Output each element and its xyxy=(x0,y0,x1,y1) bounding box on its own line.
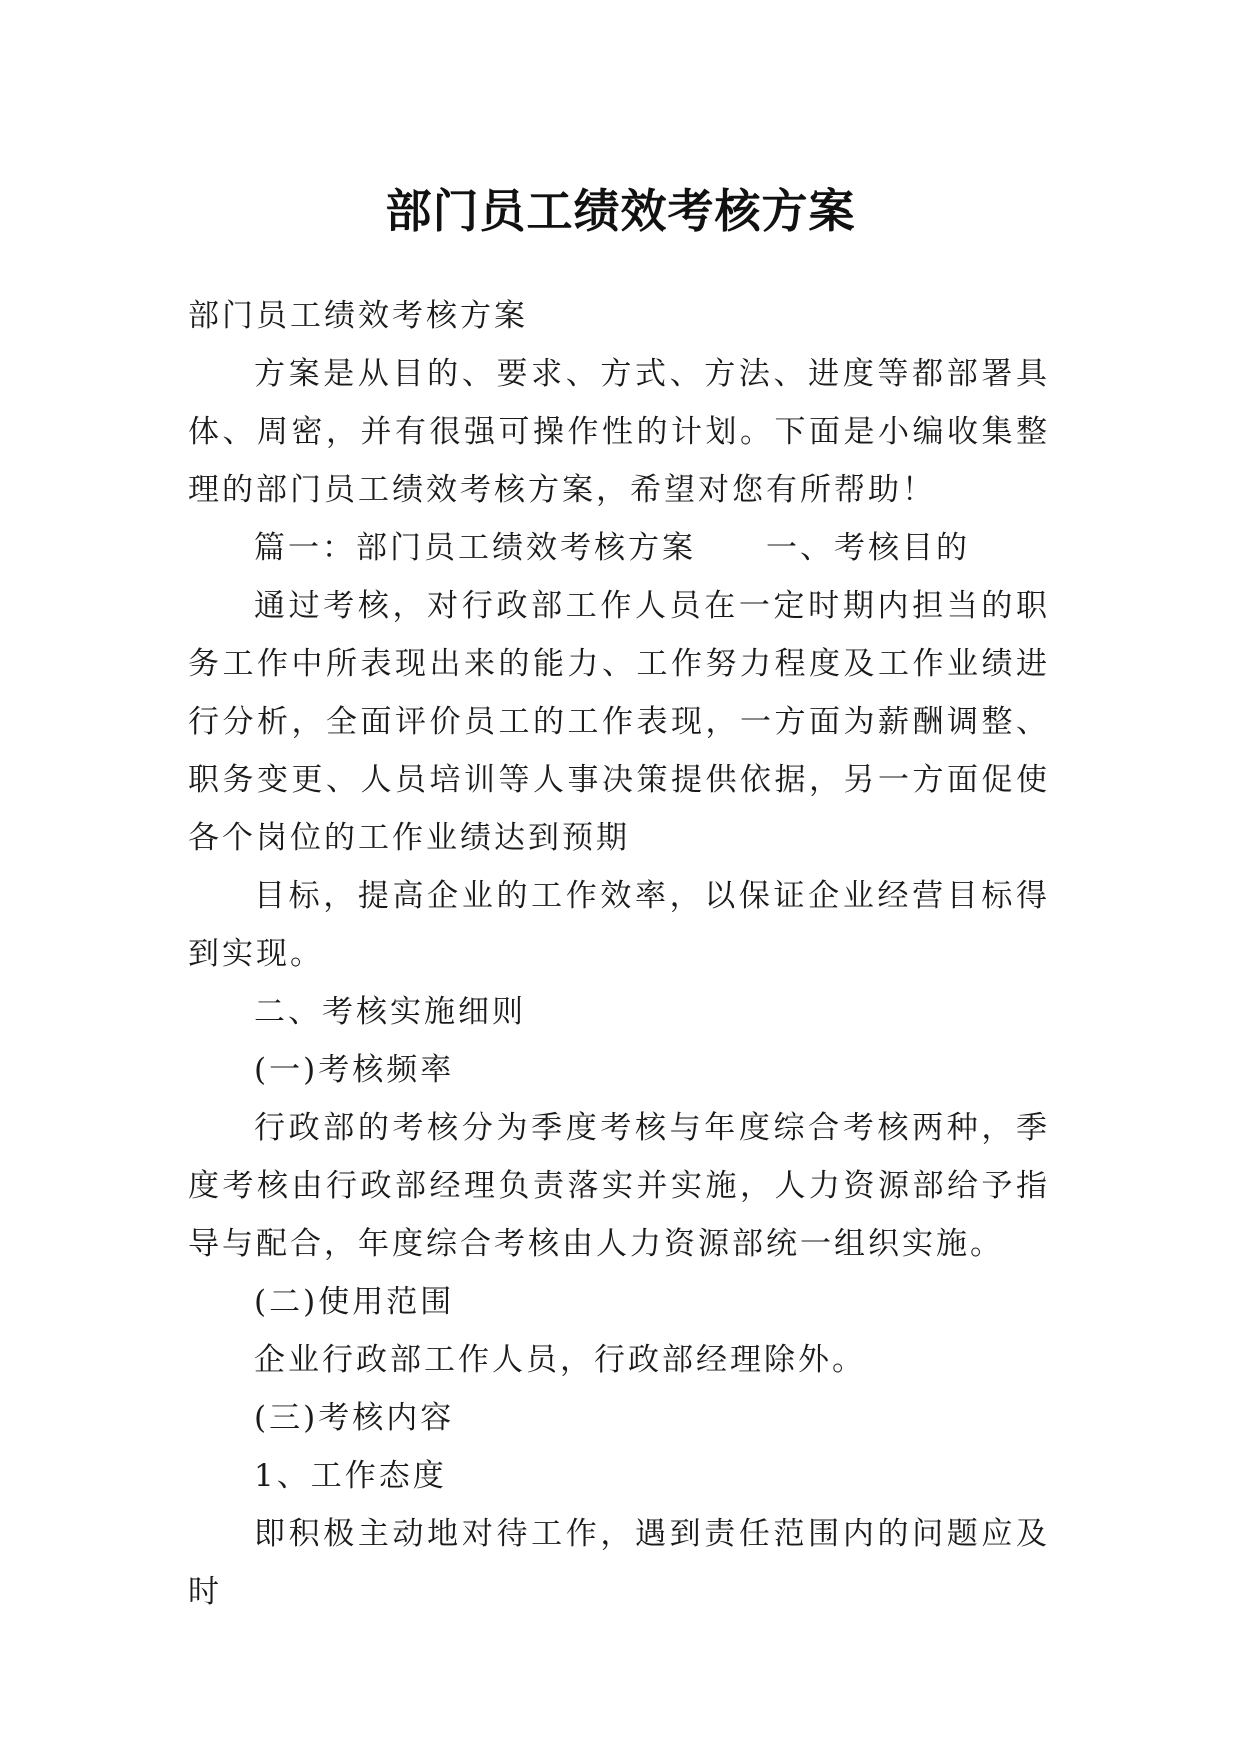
subsection-heading-content: (三)考核内容 xyxy=(254,1400,455,1436)
section-heading-purpose: 一、考核目的 xyxy=(766,530,970,566)
subsection-heading-frequency: (一)考核频率 xyxy=(254,1052,455,1088)
paragraph-attitude: 即积极主动地对待工作，遇到责任范围内的问题应及时 xyxy=(188,1516,1050,1610)
section-heading-rules: 二、考核实施细则 xyxy=(254,994,526,1030)
paragraph-purpose-continued: 目标，提高企业的工作效率，以保证企业经营目标得到实现。 xyxy=(188,878,1050,972)
paragraph-scope: 企业行政部工作人员，行政部经理除外。 xyxy=(254,1342,866,1378)
paragraph-frequency: 行政部的考核分为季度考核与年度综合考核两种，季度考核由行政部经理负责落实并实施，人力资源部给予指导与配合，年度综合考核由人力资源部统一组织实施。 xyxy=(188,1110,1050,1262)
page-title: 部门员工绩效考核方案 xyxy=(385,183,856,238)
paragraph-purpose: 通过考核，对行政部工作人员在一定时期内担当的职务工作中所表现出来的能力、工作努力程度及工作业绩进行分析，全面评价员工的工作表现，一方面为薪酬调整、职务变更、人员培训等人事决策提供依据，另一方面促使各个岗位的工作业绩达到预期 xyxy=(188,588,1050,856)
subsection-heading-scope: (二)使用范围 xyxy=(254,1284,455,1320)
item-heading-attitude: 1、工作态度 xyxy=(254,1458,447,1494)
paragraph-chapter-heading xyxy=(188,519,1050,577)
paragraph-subtitle: 部门员工绩效考核方案 xyxy=(188,298,528,334)
document-body xyxy=(188,287,1050,1621)
paragraph-intro: 方案是从目的、要求、方式、方法、进度等都部署具体、周密，并有很强可操作性的计划。下面是小编收集整理的部门员工绩效考核方案，希望对您有所帮助！ xyxy=(188,356,1050,508)
chapter-title: 篇一：部门员工绩效考核方案 xyxy=(254,530,696,566)
